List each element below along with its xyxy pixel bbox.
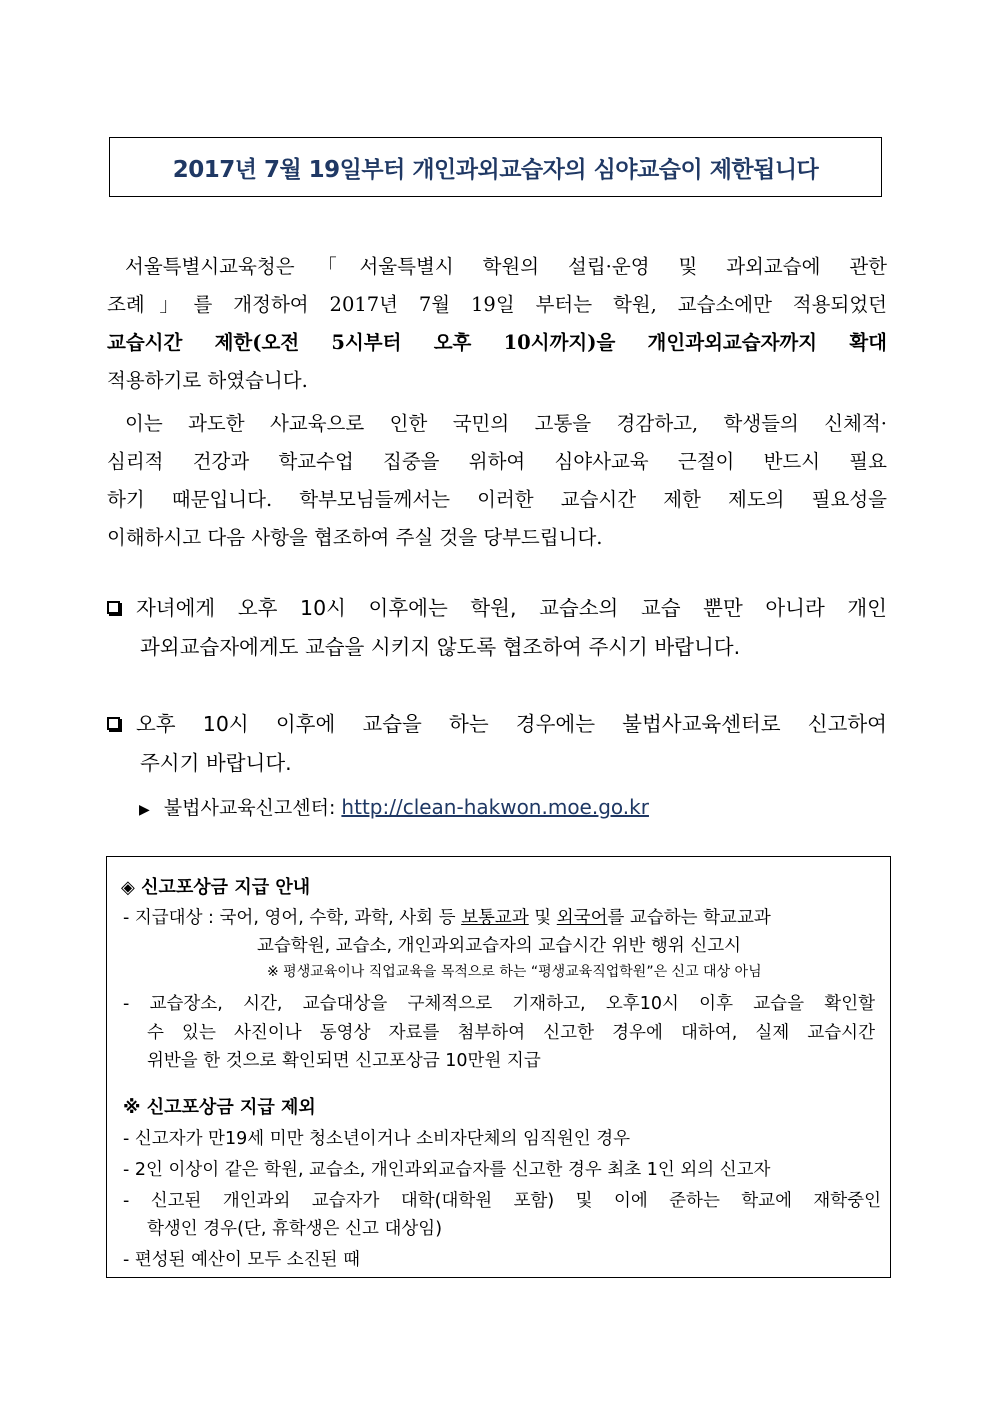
reward-target-line [123, 904, 771, 929]
reward-notice-box [106, 856, 891, 1278]
reward-target-underlined: 외국어 [556, 908, 608, 928]
reward-target-underlined: 보통교과 [461, 908, 529, 928]
title-box [109, 137, 882, 197]
bullet-line [107, 705, 887, 744]
exclusion-header: ※ 신고포상금 지급 제외 [123, 1097, 316, 1118]
report-center-label: 불법사교육신고센터: [163, 797, 336, 819]
intro-paragraph-2 [107, 405, 887, 557]
intro-line: 이해하시고 다음 사항을 협조하여 주실 것을 당부드립니다. [107, 526, 603, 549]
bullet-line: 주시기 바랍니다. [140, 751, 292, 775]
bullet-line: 과외교습자에게도 교습을 시키지 않도록 협조하여 주시기 바랍니다. [140, 635, 741, 659]
intro-line: 적용하기로 하였습니다. [107, 369, 308, 392]
intro-line: 하기 때문입니다. 학부모님들께서는 이러한 교습시간 제한 제도의 필요성을 [107, 488, 887, 511]
bullet-item-2 [107, 705, 887, 783]
intro-line: 조례」를 개정하여 2017년 7월 19일 부터는 학원, 교습소에만 적용되었던 [107, 293, 887, 316]
intro-paragraph-1 [107, 248, 887, 400]
checkbox-square-icon [107, 601, 120, 614]
intro-line: 이는 과도한 사교육으로 인한 국민의 고통을 경감하고, 학생들의 신체적· [125, 412, 887, 435]
report-center-row [139, 793, 649, 820]
intro-line: 심리적 건강과 학교수업 집중을 위하여 심야사교육 근절이 반드시 필요 [107, 450, 887, 473]
exclusion-item: - 신고된 개인과외 교습자가 대학(대학원 포함) 및 이에 준하는 학교에 재학중인 [123, 1191, 881, 1211]
exclusion-item: - 신고자가 만19세 미만 청소년이거나 소비자단체의 임직원인 경우 [123, 1129, 631, 1149]
bullet-line [107, 589, 887, 628]
reward-target-text: - 지급대상 : 국어, 영어, 수학, 과학, 사회 등 [123, 908, 462, 928]
bullet-text: 자녀에게 오후 10시 이후에는 학원, 교습소의 교습 뿐만 아니라 개인 [136, 596, 887, 620]
report-center-link[interactable]: http://clean-hakwon.moe.go.kr [341, 795, 649, 819]
exclusion-item-continued: 학생인 경우(단, 휴학생은 신고 대상임) [147, 1219, 443, 1239]
reward-target-text: 및 [528, 908, 557, 928]
arrow-right-icon: ▶ [139, 802, 150, 818]
intro-bold-line: 교습시간 제한(오전 5시부터 오후 10시까지)을 개인과외교습자까지 확대 [107, 331, 887, 354]
reward-header: ◈ 신고포상금 지급 안내 [121, 877, 311, 898]
reward-target-line-2: 교습학원, 교습소, 개인과외교습자의 교습시간 위반 행위 신고시 [257, 936, 742, 956]
reward-payment-line: 위반을 한 것으로 확인되면 신고포상금 10만원 지급 [147, 1051, 541, 1071]
reward-target-note: ※ 평생교육이나 직업교육을 목적으로 하는 “평생교육직업학원”은 신고 대상 아님 [267, 964, 762, 980]
page-title: 2017년 7월 19일부터 개인과외교습자의 심야교습이 제한됩니다 [172, 156, 819, 183]
exclusion-item: - 편성된 예산이 모두 소진된 때 [123, 1250, 360, 1270]
intro-line: 서울특별시교육청은「서울특별시 학원의 설립·운영 및 과외교습에 관한 [125, 255, 887, 278]
bullet-item-1 [107, 589, 887, 667]
exclusion-item: - 2인 이상이 같은 학원, 교습소, 개인과외교습자를 신고한 경우 최초 1인 외의 신고자 [123, 1160, 771, 1180]
checkbox-square-icon [107, 717, 120, 730]
reward-payment-line: 수 있는 사진이나 동영상 자료를 첨부하여 신고한 경우에 대하여, 실제 교습시간 [147, 1023, 875, 1043]
reward-payment-line: - 교습장소, 시간, 교습대상을 구체적으로 기재하고, 오후10시 이후 교습을 확인할 [123, 994, 875, 1014]
reward-target-text: 를 교습하는 학교교과 [607, 908, 771, 928]
bullet-text: 오후 10시 이후에 교습을 하는 경우에는 불법사교육센터로 신고하여 [136, 712, 887, 736]
